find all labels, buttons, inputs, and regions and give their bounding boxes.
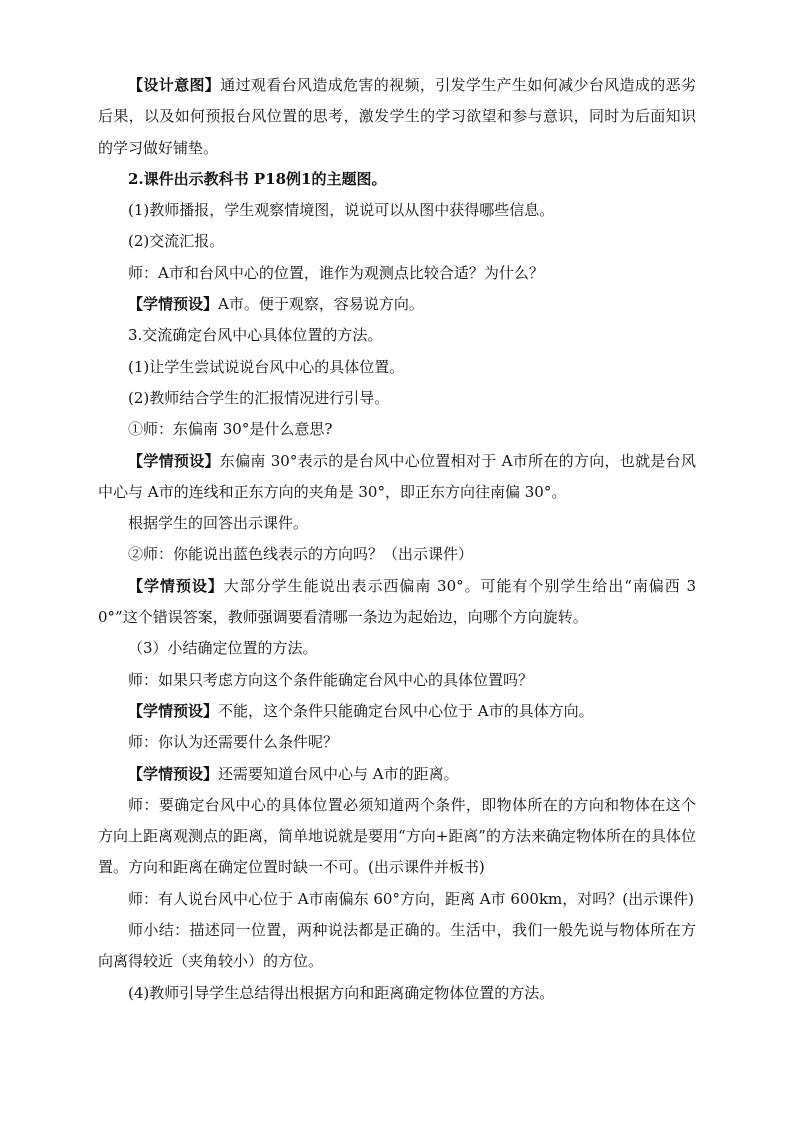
paragraph-text: （3）小结确定位置的方法。 [128, 639, 318, 658]
tag-label: 【学情预设】 [128, 764, 219, 783]
paragraph-preset [98, 571, 696, 634]
paragraph [98, 884, 696, 915]
paragraph-text: 2.课件出示教科书 P18例1的主题图。 [128, 169, 387, 188]
paragraph [98, 790, 696, 884]
paragraph-preset [98, 759, 696, 790]
paragraph [98, 226, 696, 257]
paragraph [98, 320, 696, 351]
paragraph [98, 352, 696, 383]
paragraph-text: (2)交流汇报。 [128, 232, 225, 251]
paragraph-text: 根据学生的回答出示课件。 [128, 514, 309, 533]
paragraph-text: 3.交流确定台风中心具体位置的方法。 [128, 326, 383, 345]
paragraph [98, 258, 696, 289]
paragraph-text: 东偏南 30°表示的是台风中心位置相对于 A市所在的方向，也就是台风中心与 A市的连线和正东方向的夹角是 30°，即正东方向往南偏 30°。 [98, 451, 696, 501]
paragraph-text: A市。便于观察，容易说方向。 [218, 295, 424, 314]
paragraph [98, 414, 696, 445]
tag-label: 【学情预设】 [128, 451, 220, 470]
paragraph-text: 师：如果只考虑方向这个条件能确定台风中心的具体位置吗？ [128, 670, 534, 689]
paragraph-heading [98, 164, 696, 195]
paragraph [98, 633, 696, 664]
paragraph-text: (4)教师引导学生总结得出根据方向和距离确定物体位置的方法。 [128, 983, 555, 1002]
paragraph [98, 727, 696, 758]
paragraph-text: 师小结：描述同一位置，两种说法都是正确的。生活中，我们一般先说与物体所在方向离得较近（夹角较小）的方位。 [98, 921, 696, 971]
paragraph-preset [98, 289, 696, 320]
paragraph [98, 539, 696, 570]
paragraph-text: (1)教师播报，学生观察情境图，说说可以从图中获得哪些信息。 [128, 201, 555, 220]
paragraph-text: 师：要确定台风中心的具体位置必须知道两个条件，即物体所在的方向和物体在这个方向上距离观测点的距离，简单地说就是要用“方向+距离”的方法来确定物体所在的具体位置。方向和距离在确定位置时缺一不可。(出示课件并板书) [98, 795, 696, 877]
tag-label: 【学情预设】 [128, 295, 219, 314]
paragraph-text: 师：有人说台风中心位于 A市南偏东 60°方向，距离 A市 600km，对吗？(出示课件) [128, 889, 694, 908]
paragraph-preset [98, 446, 696, 509]
tag-label: 【设计意图】 [128, 76, 221, 94]
document-body [98, 70, 696, 1009]
tag-label: 【学情预设】 [128, 576, 224, 595]
paragraph-text: 还需要知道台风中心与 A市的距离。 [218, 764, 459, 783]
paragraph [98, 978, 696, 1009]
paragraph-text: ①师：东偏南 30°是什么意思? [128, 420, 333, 439]
paragraph-design-intent [98, 70, 696, 164]
tag-label: 【学情预设】 [128, 701, 219, 720]
paragraph-text: 大部分学生能说出表示西偏南 30°。可能有个别学生给出“南偏西 30°”这个错误答案，教师强调要看清哪一条边为起始边，向哪个方向旋转。 [98, 576, 696, 627]
paragraph-text: (1)让学生尝试说说台风中心的具体位置。 [128, 357, 405, 376]
paragraph [98, 665, 696, 696]
paragraph-text: ②师：你能说出蓝色线表示的方向吗？（出示课件） [128, 545, 474, 564]
paragraph [98, 915, 696, 978]
paragraph [98, 195, 696, 226]
paragraph-text: 通过观看台风造成危害的视频，引发学生产生如何减少台风造成的恶劣后果，以及如何预报台风位置的思考，激发学生的学习欲望和参与意识，同时为后面知识的学习做好铺垫。 [98, 76, 696, 157]
paragraph-text: 师：你认为还需要什么条件呢？ [128, 733, 339, 752]
paragraph-text: 不能，这个条件只能确定台风中心位于 A市的具体方向。 [218, 701, 594, 720]
paragraph-preset [98, 696, 696, 727]
paragraph-text: (2)教师结合学生的汇报情况进行引导。 [128, 388, 390, 407]
paragraph-text: 师：A市和台风中心的位置，谁作为观测点比较合适？为什么？ [128, 263, 544, 282]
paragraph [98, 383, 696, 414]
paragraph [98, 508, 696, 539]
